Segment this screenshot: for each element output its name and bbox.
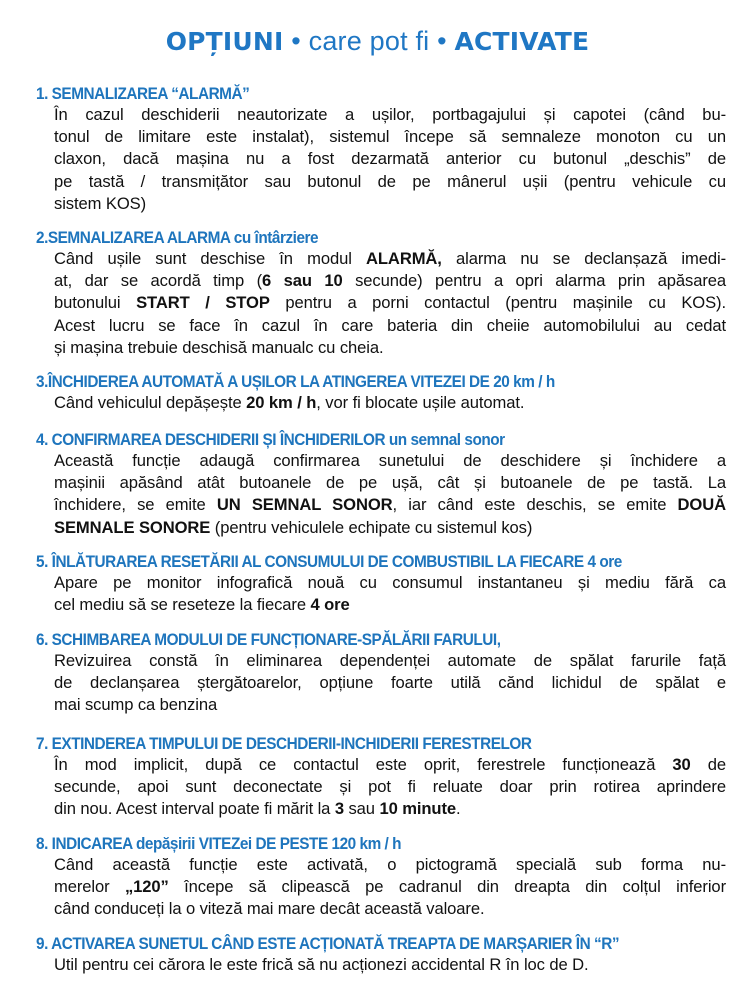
body-line: butonului START / STOP pentru a porni contactul (pentru mașinile cu KOS).: [54, 293, 726, 313]
body-line: închidere, se emite UN SEMNAL SONOR, iar când este deschis, se emite DOUĂ: [54, 495, 727, 515]
body-line: când conduceți la o viteză mai mare decât această valoare.: [54, 899, 485, 919]
body-line: claxon, dacă mașina nu a fost dezarmată anterior cu butonul „deschis” de: [54, 149, 726, 169]
section-body: [54, 104, 726, 215]
body-line: tonul de limitare este instalat), sistemul începe să semnaleze monoton cu un: [54, 127, 726, 147]
body-line: Apare pe monitor infografică nouă cu consumul instantaneu și mediu fără ca: [54, 573, 726, 592]
body-line: din nou. Acest interval poate fi mărit la 3 sau 10 minute.: [54, 799, 461, 819]
heading-main: 4. CONFIRMAREA DESCHIDERII ȘI ÎNCHIDERILOR: [36, 431, 386, 449]
body-line: at, dar se acordă timp (6 sau 10 secunde) pentru a opri alarma prin apăsarea: [54, 271, 727, 291]
section-body: [54, 248, 726, 359]
body-line: SEMNALE SONORE (pentru vehiculele echipate cu sistemul kos): [54, 517, 533, 537]
body-line: cel mediu să se reseteze la fiecare 4 ore: [54, 595, 350, 615]
section-heading: 9. ACTIVAREA SUNETUL CÂND ESTE ACȚIONATĂ TREAPTA DE MARȘARIER ÎN “R”: [36, 935, 620, 953]
heading-main: VITEZ: [198, 835, 240, 853]
body-line: Când această funcție este activată, o pictogramă specială sub forma nu-: [54, 855, 726, 874]
section-body: [54, 392, 726, 414]
title-middle: care pot fi: [308, 26, 430, 56]
section-heading: [36, 552, 678, 572]
heading-main: 2.SEMNALIZAREA ALARMA: [36, 229, 230, 247]
option-section-7: [36, 734, 726, 821]
body-line: și mașina trebuie deschisă manualc cu cheia.: [54, 337, 384, 357]
body-line: sistem KOS): [54, 193, 147, 213]
section-heading: [36, 834, 678, 854]
heading-main: DE PESTE 120 km / h: [255, 835, 402, 853]
section-body: [54, 854, 726, 921]
option-section-5: [36, 552, 726, 616]
section-body: [54, 572, 726, 616]
section-heading: 3.ÎNCHIDEREA AUTOMATĂ A UȘILOR LA ATINGEREA VITEZEI DE 20 km / h: [36, 373, 555, 391]
page-title: [0, 26, 755, 57]
body-line: În mod implicit, după ce contactul este oprit, ferestrele funcționează 30 de: [54, 755, 727, 774]
body-line: Când vehiculul depășește 20 km / h, vor fi blocate ușile automat.: [54, 393, 525, 412]
option-section-1: [36, 84, 726, 215]
section-body: [54, 450, 726, 539]
section-body: [54, 650, 726, 717]
option-section-2: [36, 228, 726, 359]
option-section-9: [36, 934, 726, 976]
section-heading: [36, 430, 678, 450]
option-section-4: [36, 430, 726, 539]
section-body: [54, 754, 726, 821]
heading-sub: depășirii: [132, 835, 199, 853]
body-line: Revizuirea constă în eliminarea dependenței automate de spălat farurile față: [54, 651, 726, 670]
section-heading: [36, 228, 678, 248]
heading-main: 5. ÎNLĂTURAREA RESETĂRII AL CONSUMULUI DE COMBUSTIBIL LA FIECARE: [36, 553, 584, 571]
option-section-8: [36, 834, 726, 921]
heading-sub: un semnal sonor: [385, 431, 505, 449]
section-heading: 7. EXTINDEREA TIMPULUI DE DESCHDERII-INCHIDERII FERESTRELOR: [36, 735, 532, 753]
title-separator: •: [429, 26, 455, 56]
body-line: În cazul deschiderii neautorizate a ușilor, portbagajului și capotei (când bu-: [54, 105, 726, 124]
heading-sub: cu întârziere: [229, 229, 319, 247]
option-section-3: [36, 372, 726, 414]
title-separator: •: [283, 26, 309, 56]
section-heading: 6. SCHIMBAREA MODULUI DE FUNCȚIONARE-SPĂLĂRII FARULUI,: [36, 631, 501, 649]
body-line: mai scump ca benzina: [54, 695, 218, 715]
body-line: Când ușile sunt deschise în modul ALARMĂ, alarma nu se declanșază imedi-: [54, 249, 726, 268]
body-line: merelor „120” începe să clipească pe cadranul din dreapta din colțul inferior: [54, 877, 726, 897]
body-line: Acest lucru se face în cazul în care bateria din cheiie automobilului au cedat: [54, 315, 726, 335]
body-line: pe tastă / transmițător sau butonul de pe mânerul ușii (pentru vehicule cu: [54, 171, 726, 191]
section-body: [54, 954, 726, 976]
heading-sub: 4 ore: [583, 553, 622, 571]
option-section-6: [36, 630, 726, 717]
title-options: OPȚIUNI: [165, 27, 284, 56]
body-line: de declanșarea ștergătoarelor, opțiune foarte utilă cănd lichidul de spălat e: [54, 673, 726, 693]
heading-sub: ei: [239, 835, 256, 853]
title-activate: ACTIVATE: [454, 27, 590, 56]
heading-main: 8. INDICAREA: [36, 835, 133, 853]
body-line: mașinii apăsând atât butoanele de pe ușă, cât și butoanele de pe tastă. La: [54, 473, 726, 493]
section-heading: 1. SEMNALIZAREA “ALARMĂ”: [36, 85, 250, 103]
body-line: Util pentru cei cărora le este frică să nu acționezi accidental R în loc de D.: [54, 955, 589, 974]
body-line: Această funcție adaugă confirmarea sunetului de deschidere și închidere a: [54, 451, 726, 470]
body-line: secunde, apoi sunt deconectate și pot fi reluate doar prin rotirea aprindere: [54, 777, 726, 797]
